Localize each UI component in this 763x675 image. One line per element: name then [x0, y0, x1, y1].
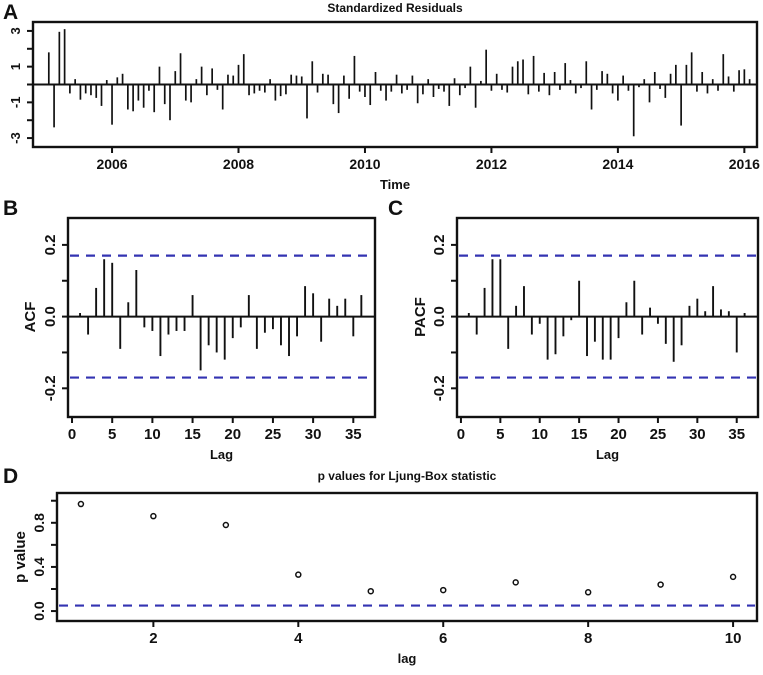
acf-bars [80, 259, 361, 370]
svg-text:2008: 2008 [222, 156, 255, 172]
acf-axis-label: ACF [22, 301, 39, 333]
svg-text:5: 5 [108, 426, 117, 443]
svg-text:35: 35 [344, 426, 362, 443]
svg-text:-3: -3 [8, 132, 23, 144]
svg-text:0: 0 [67, 426, 77, 443]
pacf-bars [469, 259, 745, 362]
svg-text:15: 15 [184, 426, 201, 443]
svg-text:0.8: 0.8 [31, 513, 47, 533]
svg-text:-1: -1 [8, 96, 23, 109]
panel-d-title: p values for Ljung-Box statistic [317, 469, 497, 483]
svg-text:2010: 2010 [349, 156, 381, 172]
svg-text:10: 10 [724, 630, 742, 647]
panel-a-title: Standardized Residuals [327, 1, 463, 15]
svg-text:2: 2 [149, 630, 158, 647]
panel-b-letter: B [3, 197, 19, 220]
pacf-axis-label: PACF [412, 297, 429, 337]
svg-text:0.0: 0.0 [42, 306, 59, 328]
svg-text:4: 4 [294, 630, 303, 647]
panel-c-letter: C [388, 197, 404, 220]
svg-text:0.2: 0.2 [431, 234, 448, 256]
svg-text:8: 8 [583, 630, 593, 647]
svg-text:10: 10 [144, 426, 161, 443]
svg-text:-0.2: -0.2 [431, 375, 448, 402]
p-value-axis-label: p value [12, 531, 29, 583]
panel-a-letter: A [3, 1, 19, 24]
svg-text:2014: 2014 [602, 156, 634, 172]
svg-text:6: 6 [439, 630, 448, 647]
svg-text:0.4: 0.4 [31, 557, 47, 577]
svg-text:0: 0 [456, 426, 466, 443]
svg-text:20: 20 [224, 426, 242, 443]
svg-text:0.0: 0.0 [431, 306, 448, 328]
svg-text:30: 30 [688, 426, 706, 443]
ljung_box-axes [31, 493, 757, 647]
svg-text:2006: 2006 [96, 156, 128, 172]
svg-text:5: 5 [496, 426, 505, 443]
svg-text:0.0: 0.0 [31, 601, 47, 621]
panel-d-letter: D [3, 465, 19, 488]
ljung_box-points [78, 502, 735, 595]
svg-text:25: 25 [649, 426, 667, 443]
svg-text:35: 35 [728, 426, 746, 443]
residuals-bars [49, 29, 750, 136]
svg-text:15: 15 [570, 426, 588, 443]
svg-text:2012: 2012 [475, 156, 508, 172]
svg-text:-0.2: -0.2 [42, 375, 59, 402]
lag-axis-label-ljung: lag [397, 651, 417, 666]
time-axis-label: Time [379, 177, 411, 192]
svg-text:2016: 2016 [728, 156, 760, 172]
svg-text:25: 25 [264, 426, 282, 443]
residuals-axes [8, 22, 760, 172]
svg-text:10: 10 [531, 426, 549, 443]
svg-text:30: 30 [304, 426, 322, 443]
svg-text:0.2: 0.2 [42, 234, 59, 256]
lag-axis-label-acf: Lag [209, 447, 234, 462]
svg-text:20: 20 [610, 426, 627, 443]
lag-axis-label-pacf: Lag [595, 447, 620, 462]
svg-text:1: 1 [8, 63, 23, 71]
svg-text:3: 3 [8, 27, 24, 35]
